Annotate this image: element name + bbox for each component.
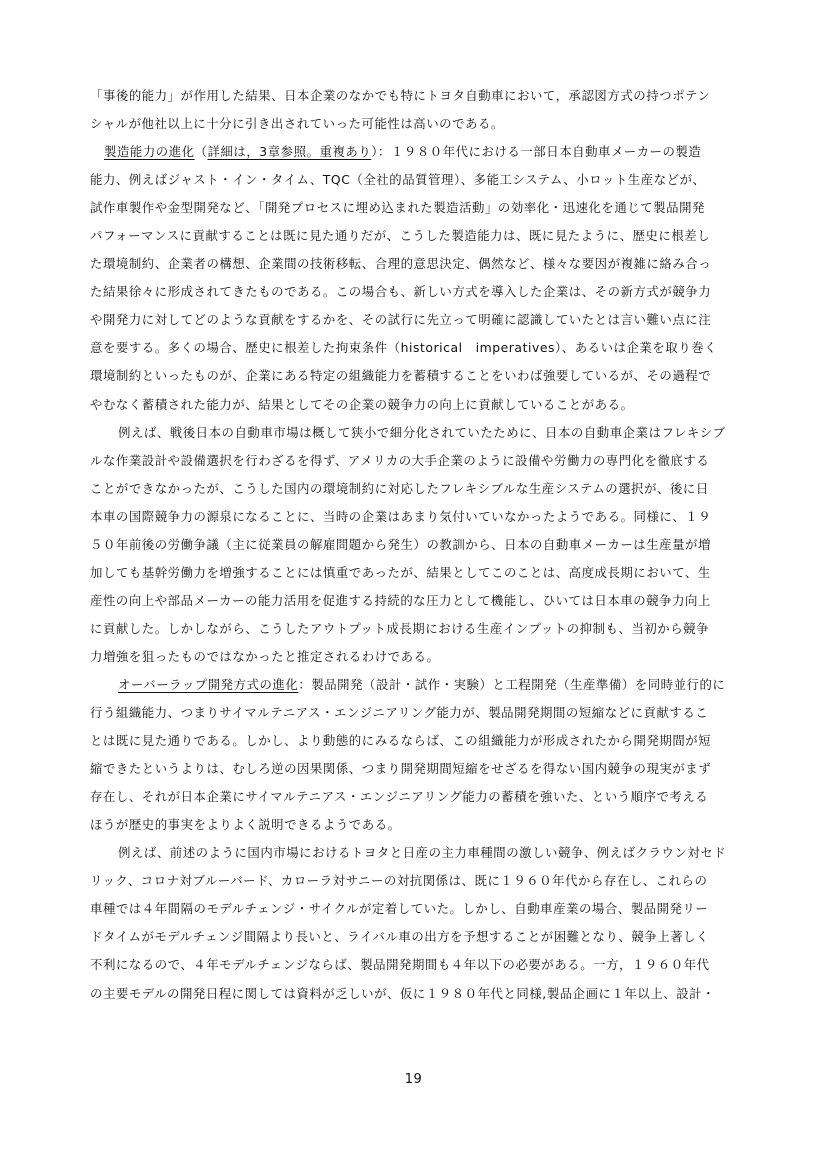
text-span: 環境制約といったものが、企業にある特定の組織能力を蓄積することをいわば強要しているが、その過程で bbox=[90, 368, 712, 384]
text-span: 例えば、前述のように国内市場におけるトヨタと日産の主力車種間の激しい競争、例えばクラウン対セド bbox=[118, 845, 727, 861]
text-span: 存在し、それが日本企業にサイマルテニアス・エンジニアリング能力の蓄積を強いた、という順序で考える bbox=[90, 789, 709, 805]
text-span: ５０年前後の労働争議（主に従業員の解雇問題から発生）の教訓から、日本の自動車メーカーは生産量が増 bbox=[90, 536, 711, 552]
text-line bbox=[90, 783, 770, 811]
text-line bbox=[90, 895, 770, 923]
text-line bbox=[90, 447, 770, 475]
text-line bbox=[90, 82, 770, 110]
text-span: とは既に見た通りである。しかし、より動態的にみるならば、この組織能力が形成されたから開発期間が短 bbox=[90, 733, 712, 749]
text-line bbox=[90, 755, 770, 783]
text-span: 試作車製作や金型開発など、「開発プロセスに埋め込まれた製造活動」の効率化・迅速化を通じて製品開発 bbox=[90, 200, 705, 216]
text-line bbox=[90, 980, 770, 1008]
text-line bbox=[90, 306, 770, 334]
underlined-heading: オーバーラップ開発方式の進化 bbox=[118, 676, 299, 692]
text-line bbox=[90, 867, 770, 895]
text-line bbox=[90, 671, 770, 699]
underlined-heading: 詳細は，3章参照。重複あり bbox=[207, 144, 372, 160]
text-line bbox=[90, 811, 770, 839]
text-span: シャルが他社以上に十分に引き出されていった可能性は高いのである。 bbox=[90, 116, 504, 132]
page-number: 19 bbox=[404, 1072, 423, 1087]
text-line bbox=[90, 615, 770, 643]
text-line bbox=[90, 727, 770, 755]
text-span: に貢献した。しかしながら、こうしたアウトプット成長期における生産インプットの抑制も、当初から競争 bbox=[90, 620, 710, 636]
text-line bbox=[90, 419, 770, 447]
text-span: ほうが歴史的事実をよりよく説明できるようである。 bbox=[90, 817, 401, 833]
text-line bbox=[90, 194, 770, 222]
text-span: ）：１９８０年代における一部日本自動車メーカーの製造 bbox=[371, 144, 702, 160]
text-line bbox=[90, 222, 770, 250]
underlined-heading: 製造能力の進化 bbox=[104, 144, 195, 160]
text-line bbox=[90, 839, 770, 867]
text-line bbox=[90, 362, 770, 390]
text-line bbox=[90, 391, 770, 419]
body-text bbox=[90, 82, 770, 1008]
text-span: 力増強を狙ったものではなかったと推定されるわけである。 bbox=[90, 648, 440, 664]
text-span: 例えば、戦後日本の自動車市場は概して狭小で細分化されていたために、日本の自動車企業はフレキシブ bbox=[118, 424, 726, 440]
text-span: 「事後的能力」が作用した結果、日本企業のなかでも特にトヨタ自動車において，承認図方式の持つポテン bbox=[90, 88, 711, 103]
text-span: 加しても基幹労働力を増強することには慎重であったが、結果としてこのことは、高度成長期において、生 bbox=[90, 564, 711, 580]
text-line bbox=[90, 475, 770, 503]
text-line bbox=[90, 503, 770, 531]
text-span: 能力、例えばジャスト・イン・タイム、TQC（全社的品質管理）、多能工システム、小ロット生産などが、 bbox=[90, 172, 706, 188]
text-line bbox=[90, 559, 770, 587]
text-line bbox=[90, 699, 770, 727]
text-line bbox=[90, 643, 770, 671]
text-span: 行う組織能力、つまりサイマルテニアス・エンジニアリング能力が、製品開発期間の短縮などに貢献するこ bbox=[90, 705, 709, 721]
text-line bbox=[90, 531, 770, 559]
text-span: リック、コロナ対ブルーバード、カローラ対サニーの対抗関係は、既に１９６０年代から存在し、これらの bbox=[90, 873, 708, 889]
text-span: 車種では４年間隔のモデルチェンジ・サイクルが定着していた。しかし、自動車産業の場合、製品開発リー bbox=[90, 901, 709, 917]
text-line bbox=[90, 587, 770, 615]
text-span: 本車の国際競争力の源泉になることに、当時の企業はあまり気付いていなかったようである。同様に、１９ bbox=[90, 508, 712, 524]
text-span: ：製品開発（設計・試作・実験）と工程開発（生産準備）を同時並行的に bbox=[298, 676, 726, 692]
text-line bbox=[90, 138, 770, 166]
text-span: ドタイムがモデルチェンジ間隔より長いと、ライバル車の出方を予想することが困難となり、競争上著しく bbox=[90, 929, 709, 945]
text-line bbox=[90, 278, 770, 306]
text-span: の主要モデルの開発日程に関しては資料が乏しいが、仮に１９８０年代と同様,製品企画に１年以上、設計・ bbox=[90, 985, 716, 1001]
text-line bbox=[90, 110, 770, 138]
text-line bbox=[90, 951, 770, 979]
text-span: パフォーマンスに貢献することは既に見た通りだが、こうした製造能力は、既に見たように、歴史に根差し bbox=[90, 228, 711, 244]
text-span: 縮できたというよりは、むしろ逆の因果関係、つまり開発期間短縮をせざるを得ない国内競争の現実がまず bbox=[90, 761, 712, 777]
text-span: た環境制約、企業者の構想、企業間の技術移転、合理的意思決定、偶然など、様々な要因が複雑に絡み合っ bbox=[90, 256, 712, 272]
text-span: 産性の向上や部品メーカーの能力活用を促進する持続的な圧力として機能し、ひいては日本車の競争力向上 bbox=[90, 592, 711, 608]
text-span: 不利になるので、４年モデルチェンジならば、製品開発期間も４年以下の必要がある。一方，１９６０年代 bbox=[90, 957, 710, 973]
text-line bbox=[90, 334, 770, 362]
text-line bbox=[90, 166, 770, 194]
text-span: た結果徐々に形成されてきたものである。この場合も、新しい方式を導入した企業は、その新方式が競争力 bbox=[90, 284, 712, 300]
text-span: やむなく蓄積された能力が、結果としてその企業の競争力の向上に貢献していることがある。 bbox=[90, 396, 634, 412]
text-span: ルな作業設計や設備選択を行わざるを得ず、アメリカの大手企業のように設備や労働力の専門化を徹底する bbox=[90, 452, 710, 468]
text-span: ことができなかったが、こうした国内の環境制約に対応したフレキシブルな生産システムの選択が、後に日 bbox=[90, 480, 709, 496]
text-span: （ bbox=[194, 144, 208, 160]
text-span: 意を要する。多くの場合、歴史に根差した拘束条件（historical imperatives）、あるいは企業を取り巻く bbox=[90, 340, 718, 356]
text-line bbox=[90, 250, 770, 278]
text-span: や開発力に対してどのような貢献をするかを、その試行に先立って明確に認識していたとは言い難い点に注 bbox=[90, 312, 712, 328]
text-line bbox=[90, 923, 770, 951]
